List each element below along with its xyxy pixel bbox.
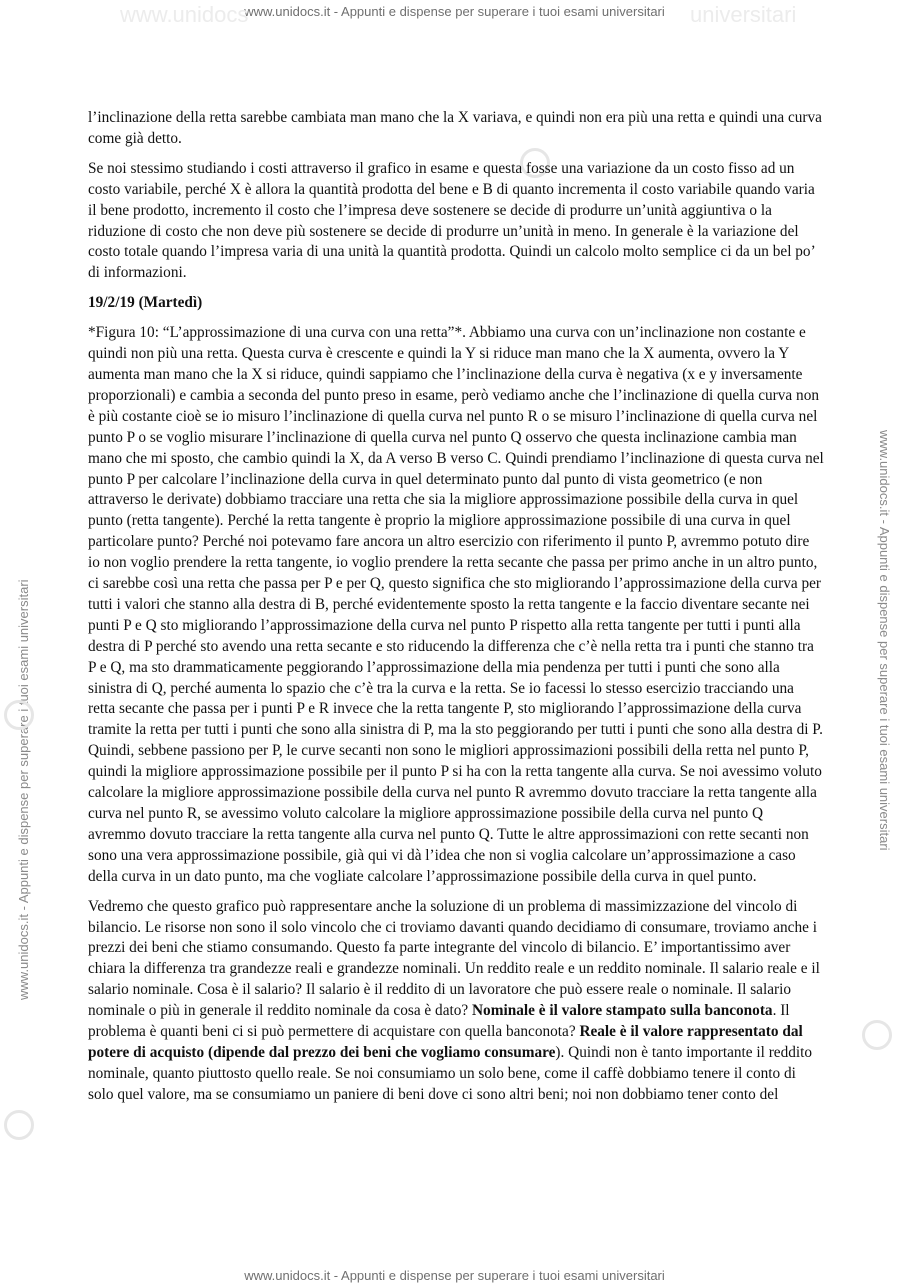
side-watermark-left: www.unidocs.it - Appunti e dispense per superare i tuoi esami universitari [16,579,31,1000]
side-watermark-right: www.unidocs.it - Appunti e dispense per superare i tuoi esami universitari [877,430,892,851]
date-heading: 19/2/19 (Martedì) [88,294,203,312]
unidocs-logo-icon [4,1110,34,1140]
footer-watermark: www.unidocs.it - Appunti e dispense per superare i tuoi esami universitari [244,1268,665,1283]
header-watermark: www.unidocs.it - Appunti e dispense per superare i tuoi esami universitari [244,4,665,19]
paragraph-4 [88,897,824,1106]
ghost-watermark-right: universitari [690,2,797,27]
unidocs-logo-icon [4,700,34,730]
paragraph-2: Se noi stessimo studiando i costi attraverso il grafico in esame e questa fosse una variazione da un costo fisso ad un costo variabile, perché X è allora la quantità prodotta del bene e B di quanto incrementa il costo variabile quando varia il bene prodotto, incremento il costo che l’impresa deve sostenere se decide di produrre un’unità aggiuntiva o la riduzione di costo che non deve più sostenere se decide di produrre un’unità in meno. In generale è la variazione del costo totale quando l’impresa varia di una unità la quantità prodotta. Quindi un calcolo molto semplice ci da un bel po’ di informazioni. [88,159,815,282]
paragraph-4-bold-real: Reale è il valore rappresentato dal potere di acquisto (dipende dal prezzo dei beni che vogliamo consumare [88,1023,803,1061]
paragraph-4-text-a: Vedremo che questo grafico può rappresentare anche la soluzione di un problema di massimizzazione del vincolo di bilancio. Le risorse non sono il solo vincolo che ci troviamo davanti quando decidiamo di consumare, troviamo anche i prezzi dei beni che stiamo consumando. Questo fa parte integrante del vincolo di bilancio. E’ importantissimo aver chiara la differenza tra grandezze reali e grandezze nominali. Un reddito reale e un reddito nominale. Il salario reale e il salario nominale. Cosa è il salario? Il salario è il reddito di un lavoratore che può essere reale o nominale. Il salario nominale o più in generale il reddito nominale da cosa è dato? [88,897,820,1020]
document-body [88,108,824,1115]
paragraph-4-text-c: . Il problema è quanti beni ci si può permettere di acquistare con quella banconota? [88,1002,790,1041]
unidocs-logo-icon [862,1020,892,1050]
ghost-watermark-left: www.unidocs [120,2,249,27]
paragraph-3: *Figura 10: “L’approssimazione di una curva con una retta”*. Abbiamo una curva con un’inclinazione non costante e quindi non più una retta. Questa curva è crescente e quindi la Y si riduce man mano che la X aumenta, ovvero la Y aumenta man mano che la X si riduce, quindi sappiamo che l’inclinazione della curva è negativa (x e y inversamente proporzionali) e cambia a seconda del punto preso in esame, però vediamo anche che l’inclinazione di quella curva non è più costante cioè se io misuro l’inclinazione di quella curva nel punto R o se misuro l’inclinazione di quella curva nel punto P o se voglio misurare l’inclinazione di quella curva nel punto Q osservo che questa inclinazione cambia man mano che mi sposto, che cambio quindi la X, da A verso B verso C. Quindi prendiamo l’inclinazione di questa curva nel punto P per calcolare l’inclinazione della curva in quel determinato punto dal punto di vista geometrico (e non attraverso le derivate) dobbiamo tracciare una retta che sia la migliore approssimazione possibile della curva in quel punto (retta tangente). Perché la retta tangente è proprio la migliore approssimazione possibile di una curva in quel particolare punto? Perché noi potevamo fare ancora un altro esercizio con riferimento il punto P, avremmo potuto dire io non voglio prendere la retta tangente, io voglio prendere la retta secante che passa per primo anche in un altro punto, ci sarebbe così una retta che passa per P e per Q, questo significa che sto migliorando l’approssimazione della curva per tutti i valori che stanno alla destra di B, perché evidentemente sposto la retta tangente e la faccio diventare secante nei punti P e Q sto migliorando l’approssimazione della curva nel punto P rispetto alla retta tangente per tutti i punti alla destra di P perché sto avendo una retta secante e sto riducendo la differenza che c’è nella retta tra i punti che stanno tra P e Q, ma sto drammaticamente peggiorando l’approssimazione della mia pendenza per tutti i punti che sono alla sinistra di Q, perché aumenta lo spazio che c’è tra la curva e la retta. Se io facessi lo stesso esercizio tracciando una retta secante che passa per i punti P e R invece che la retta tangente P, sto migliorando l’approssimazione della curva tramite la retta per tutti i punti che sono alla sinistra di P, ma la sto peggiorando per tutti i punti che sono alla destra di P. Quindi, sebbene passiono per P, le curve secanti non sono le migliori approssimazioni possibili della retta nel punto P, quindi la migliore approssimazione possibile per il punto P si ha con la retta tangente alla curva. Se noi avessimo voluto calcolare la migliore approssimazione possibile della curva nel punto R avremmo dovuto tracciare la retta tangente alla curva nel punto R, se avessimo voluto calcolare la migliore approssimazione possibile della curva nel punto Q avremmo dovuto tracciare la retta tangente alla curva nel punto Q. Tutte le altre approssimazioni con rette secanti non sono una vera approssimazione possibile, già qui vi dà l’idea che non si voglia calcolare un’approssimazione a caso della curva in un dato punto, ma che vogliate calcolare l’approssimazione possibile della curva in quel punto. [88,324,824,885]
paragraph-1: l’inclinazione della retta sarebbe cambiata man mano che la X variava, e quindi non era più una retta e quindi una curva come già detto. [88,109,822,147]
paragraph-4-text-e: ). Quindi non è tanto importante il reddito nominale, quanto piuttosto quello reale. Se noi consumiamo un solo bene, come il caffè dobbiamo tenere il conto di solo quel valore, ma se consumiamo un paniere di beni dove ci sono altri beni; noi non dobbiamo tener conto del [88,1043,813,1103]
paragraph-4-bold-nominal: Nominale è il valore stampato sulla banconota [472,1002,773,1020]
